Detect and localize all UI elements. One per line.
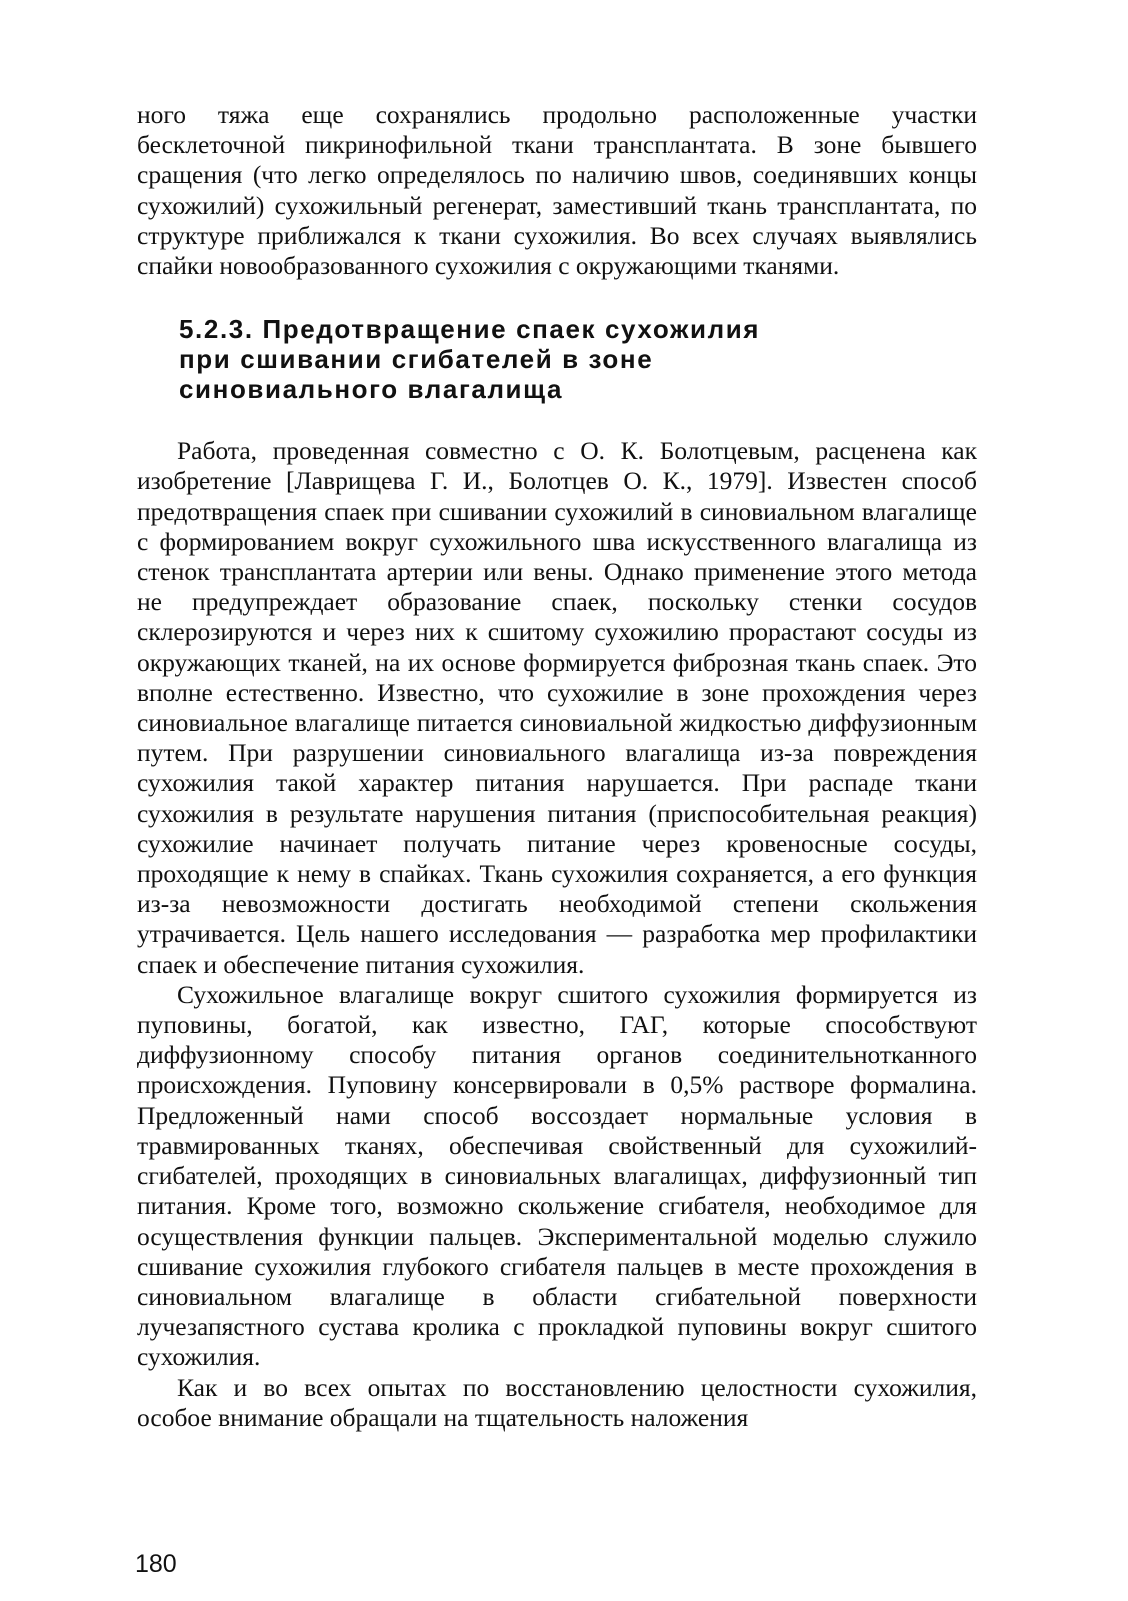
paragraph-continued: ного тяжа еще сохранялись продольно расположенные участки бесклеточной пикринофильной ткани трансплантата. В зоне бывшего сращения (что легко определялось по наличию швов, соединявших концы сухожилий) сухожильный регенерат, заместивший ткань трансплантата, по структуре приближался к ткани сухожилия. Во всех случаях выявлялись спайки новообразованного сухожилия с окружающими тканями. [137, 100, 977, 281]
section-heading-line: при сшивании сгибателей в зоне [179, 344, 654, 375]
page-text [137, 100, 977, 1433]
paragraph-3: Как и во всех опытах по восстановлению целостности сухожилия, особое внимание обращали на тщательность наложения [137, 1372, 977, 1432]
section-heading [179, 314, 977, 404]
section-heading-line: синовиального влагалища [179, 374, 564, 405]
paragraph-1: Работа, проведенная совместно с О. К. Болотцевым, расценена как изобретение [Лаврищева Г. И., Болотцев О. К., 1979]. Известен способ предотвращения спаек при сшивании сухожилий в синовиальном влагалище с формированием вокруг сухожильного шва искусственного влагалища из стенок трансплантата артерии или вены. Однако применение этого метода не предупреждает образование спаек, поскольку стенки сосудов склерозируются и через них к сшитому сухожилию прорастают сосуды из окружающих тканей, на их основе формируется фиброзная ткань спаек. Это вполне естественно. Известно, что сухожилие в зоне прохождения через синовиальное влагалище питается синовиальной жидкостью диффузионным путем. При разрушении синовиального влагалища из-за повреждения сухожилия такой характер питания нарушается. При распаде ткани сухожилия в результате нарушения питания (приспособительная реакция) сухожилие начинает получать питание через кровеносные сосуды, проходящие к нему в спайках. Ткань сухожилия сохраняется, а его функция из-за невозможности достигать необходимой степени скольжения утрачивается. Цель нашего исследования — разработка мер профилактики спаек и обеспечение питания сухожилия. [137, 436, 977, 979]
paragraph-2: Сухожильное влагалище вокруг сшитого сухожилия формируется из пуповины, богатой, как известно, ГАГ, которые способствуют диффузионному способу питания органов соединительнотканного происхождения. Пуповину консервировали в 0,5% растворе формалина. Предложенный нами способ воссоздает нормальные условия в травмированных тканях, обеспечивая свойственный для сухожилий-сгибателей, проходящих в синовиальных влагалищах, диффузионный тип питания. Кроме того, возможно скольжение сгибателя, необходимое для осуществления функции пальцев. Экспериментальной моделью служило сшивание сухожилия глубокого сгибателя пальцев в месте прохождения в синовиальном влагалище в области сгибательной поверхности лучезапястного сустава кролика с прокладкой пуповины вокруг сшитого сухожилия. [137, 979, 977, 1372]
section-heading-line: 5.2.3. Предотвращение спаек сухожилия [179, 314, 761, 345]
page-number: 180 [135, 1550, 177, 1578]
